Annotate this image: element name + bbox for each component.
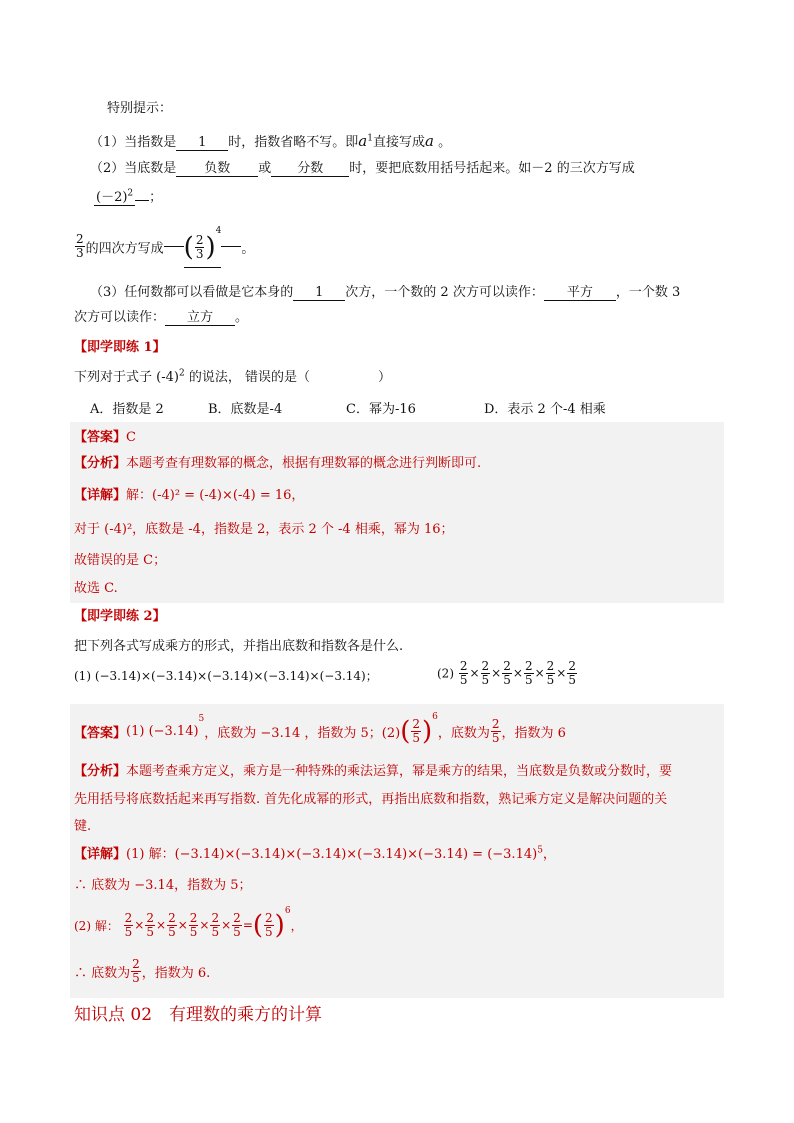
exercise-1-heading: 【即学即练 1】 [74,340,166,355]
tip-line-5: （3）任何数都可以看做是它本身的 1 次方，一个数的 2 次方可以读作： 平方 ，一个数 3 [90,281,680,301]
exercise-2-detail-4: ∴ 底数为 $\frac{2}{5}$ ，指数为 6. [74,957,211,985]
exercise-1-detail: 【详解】解：(-4)² = (-4)×(-4) = 16， [74,488,305,503]
exercise-2-question: 把下列各式写成乘方的形式，并指出底数和指数各是什么. [74,639,404,654]
section-heading: 知识点 02 有理数的乘方的计算 [74,1005,323,1025]
option-d: D．表示 2 个-4 相乘 [484,402,606,417]
exercise-2-heading: 【即学即练 2】 [74,609,166,624]
exercise-2-analysis-1: 【分析】本题考查乘方定义，乘方是一种特殊的乘法运算，幂是乘方的结果，当底数是负数或分数时，要 [74,764,673,779]
tip-line-1: （1）当指数是 1 时，指数省略不写。即$a^1$直接写成a 。 [90,132,452,150]
blank-negative: 负数 [176,157,258,177]
exercise-2-analysis-2: 先用括号将底数括起来再写指数. 首先化成幂的形式，再指出底数和指数，熟记乘方定义是解决问题的关 [74,792,668,807]
exercise-2-detail-3: (2) 解： $\frac{2}{5}$ × $\frac{2}{5}$ × $\frac{2}{5}$ × $\frac{2}{5}$ × $\frac{2}{5}$ × $\frac{2}{5}$ =( $\frac{2}{5}$ )$^6$， [74,906,303,941]
option-a: A．指数是 2 [90,402,164,417]
tip-line-6: 次方可以读作： 立方 。 [74,306,248,326]
exercise-2-q1: (1) (−3.14)×(−3.14)×(−3.14)×(−3.14)×(−3.14)； [74,669,378,683]
option-c: C．幂为-16 [346,402,416,417]
blank-fraction: 分数 [271,157,349,177]
blank-1: 1 [176,135,228,151]
exercise-1-analysis: 【分析】本题考查有理数幂的概念，根据有理数幂的概念进行判断即可. [74,456,482,471]
exercise-1-solution-box [70,422,724,603]
option-b: B．底数是-4 [208,402,283,417]
exercise-1-detail-2: 对于 (-4)²，底数是 -4，指数是 2，表示 2 个 -4 相乘，幂为 16； [74,522,454,537]
tip-line-4: $\frac{2}{3}$ 的四次方写成 ( $\frac{2}{3}$ )$^4$。 [74,226,254,268]
exercise-2-detail: 【详解】(1) 解：$(-3.14)\times(-3.14)\times(-3.14)\times(-3.14)\times(-3.14) = (-3.14)^5$， [74,845,556,862]
tip-line-2: （2）当底数是 负数 或 分数 时，要把底数用括号括起来。如－2 的三次方写成 [90,157,635,177]
tip-title: 特别提示： [107,101,173,116]
exercise-2-analysis-3: 键. [74,819,92,834]
exercise-2-detail-2: ∴ 底数为 −3.14，指数为 5； [74,878,252,893]
exercise-1-detail-3: 故错误的是 C； [74,553,167,568]
exercise-1-question: 下列对于式子 $(-4)^2$ 的说法， 错误的是（ ） [74,368,391,385]
exercise-1-answer: 【答案】C [74,430,136,445]
tip-line-3: $(-2)^2$ ； [94,186,162,206]
exercise-1-detail-4: 故选 C. [74,581,118,596]
exercise-2-answer: 【答案】(1) $(-3.14)^5$，底数为 −3.14 ，指数为 5；(2)( $\frac{2}{5}$ )$^6$，底数为 $\frac{2}{5}$ ，指数为 6 [74,712,566,747]
exercise-2-q2: (2) $\frac{2}{5}$ × $\frac{2}{5}$ × $\frac{2}{5}$ × $\frac{2}{5}$ × $\frac{2}{5}$ × $\frac{2}{5}$ [437,659,576,687]
